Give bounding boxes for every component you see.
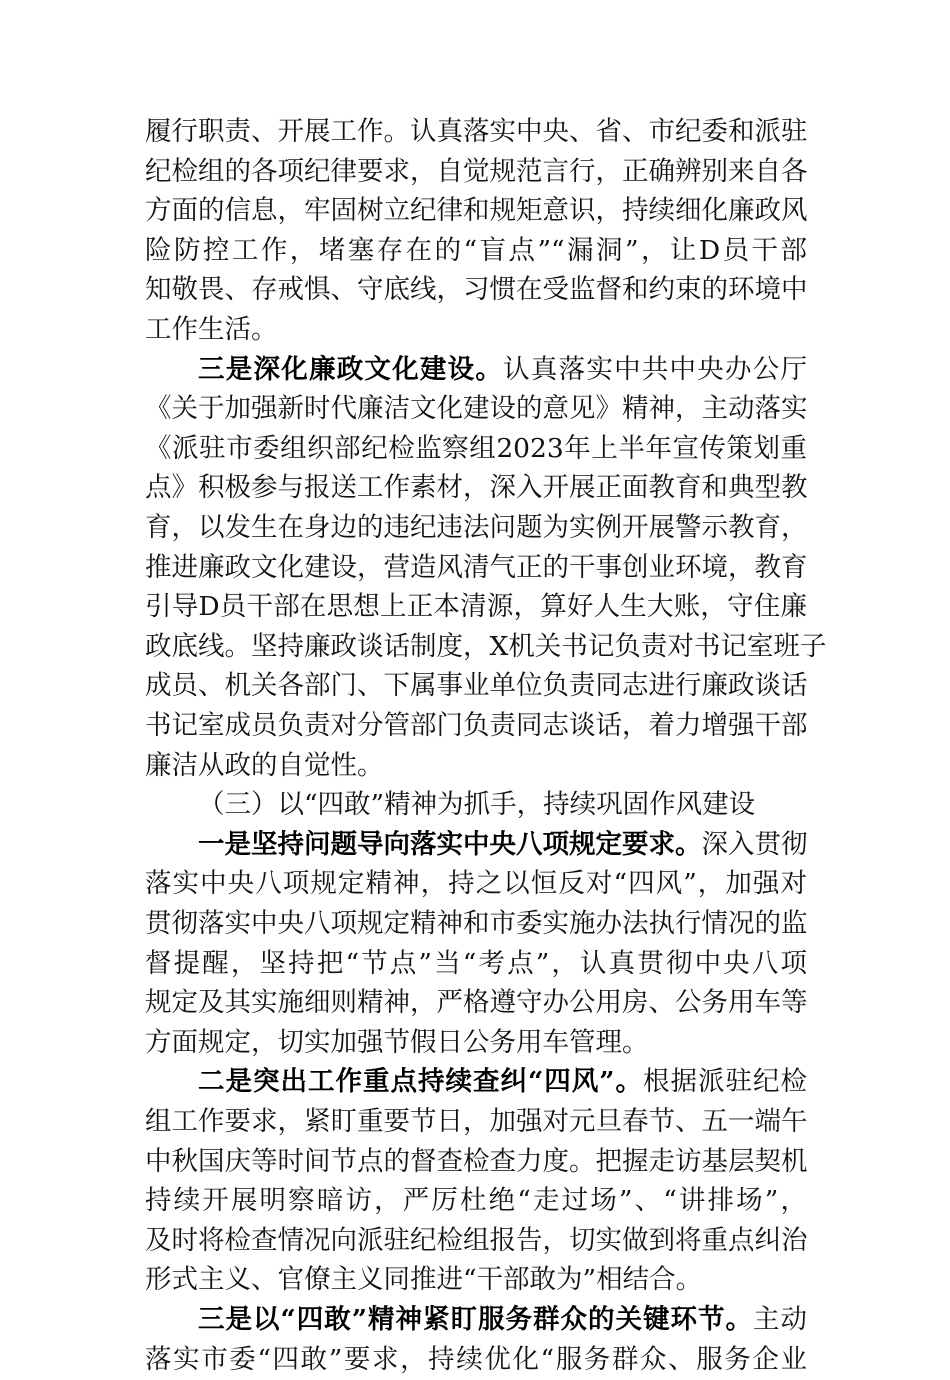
text-line: 点》积极参与报送工作素材，深入开展正面教育和典型教	[145, 472, 808, 503]
text-line: 形式主义、官僚主义同推进“干部敢为”相结合。	[145, 1264, 703, 1295]
text-line: 履行职责、开展工作。认真落实中央、省、市纪委和派驻	[145, 116, 808, 147]
text-line: 廉洁从政的自觉性。	[145, 750, 384, 781]
paragraph-lead-text: 深入贯彻	[701, 829, 808, 860]
text-line: 持续开展明察暗访，严厉杜绝“走过场”、“讲排场”，	[145, 1185, 807, 1216]
paragraph-lead-line	[198, 825, 807, 865]
text-line: 落实中央八项规定精神，持之以恒反对“四风”，加强对	[145, 868, 807, 899]
text-line: 规定及其实施细则精神，严格遵守办公用房、公务用车等	[145, 987, 808, 1018]
paragraph-lead-line	[198, 1300, 807, 1340]
text-line: 中秋国庆等时间节点的督查检查力度。把握走访基层契机	[145, 1146, 808, 1177]
text-line: 组工作要求，紧盯重要节日，加强对元旦春节、五一端午	[145, 1106, 808, 1137]
paragraph-heading: 三是深化廉政文化建设。	[198, 354, 504, 385]
text-line: 成员、机关各部门、下属事业单位负责同志进行廉政谈话	[145, 670, 808, 701]
text-line: 方面规定，切实加强节假日公务用车管理。	[145, 1027, 649, 1058]
text-line: 引导D员干部在思想上正本清源，算好人生大账，守住廉	[145, 591, 807, 622]
paragraph-heading: 三是以“四敢”精神紧盯服务群众的关键环节。	[198, 1304, 753, 1335]
paragraph-lead-line	[198, 1062, 807, 1102]
text-line: 《关于加强新时代廉洁文化建设的意见》精神，主动落实	[145, 393, 808, 424]
text-line: 落实市委“四敢”要求，持续优化“服务群众、服务企业	[145, 1344, 807, 1375]
text-line: 险防控工作，堵塞存在的“盲点”“漏洞”，让D员干部	[145, 235, 807, 266]
paragraph-lead-line	[198, 350, 807, 390]
paragraph-lead-text: 根据派驻纪检	[643, 1066, 807, 1097]
text-line: 工作生活。	[145, 314, 278, 345]
paragraph-heading: 二是突出工作重点持续查纠“四风”。	[198, 1066, 643, 1097]
text-line: 方面的信息，牢固树立纪律和规矩意识，持续细化廉政风	[145, 195, 808, 226]
text-line: 纪检组的各项纪律要求，自觉规范言行，正确辨别来自各	[145, 156, 808, 187]
text-line: 政底线。坚持廉政谈话制度，X机关书记负责对书记室班子	[145, 631, 827, 662]
text-line: 知敬畏、存戒惧、守底线，习惯在受监督和约束的环境中	[145, 274, 808, 305]
text-line: 推进廉政文化建设，营造风清气正的干事创业环境，教育	[145, 552, 808, 583]
section-heading: （三）以“四敢”精神为抓手，持续巩固作风建设	[198, 789, 756, 820]
paragraph-lead-text: 主动	[753, 1304, 807, 1335]
text-line: 及时将检查情况向派驻纪检组报告，切实做到将重点纠治	[145, 1225, 808, 1256]
text-line: 书记室成员负责对分管部门负责同志谈话，着力增强干部	[145, 710, 808, 741]
text-line: 贯彻落实中央八项规定精神和市委实施办法执行情况的监	[145, 908, 808, 939]
paragraph-lead-text: 认真落实中共中央办公厅	[503, 354, 808, 385]
text-line: 育，以发生在身边的违纪违法问题为实例开展警示教育，	[145, 512, 808, 543]
paragraph-heading: 一是坚持问题导向落实中央八项规定要求。	[198, 829, 702, 860]
text-line: 督提醒，坚持把“节点”当“考点”，认真贯彻中央八项	[145, 948, 807, 979]
text-line: 《派驻市委组织部纪检监察组2023年上半年宣传策划重	[145, 433, 807, 464]
